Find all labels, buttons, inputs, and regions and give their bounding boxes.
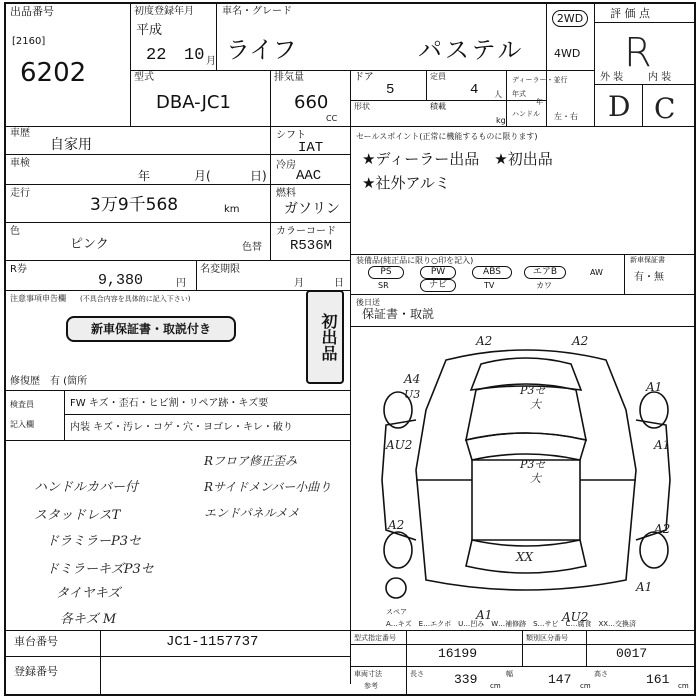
divider <box>6 630 694 631</box>
ref-label: 参考 <box>364 682 378 690</box>
name-change-month: 月 <box>294 278 304 289</box>
height-label: 高さ <box>594 670 608 678</box>
length-value: 339 <box>454 672 478 687</box>
shift-label: シフト <box>276 130 306 141</box>
equipment-aw: AW <box>590 268 603 277</box>
reg-month: 10 <box>184 46 205 65</box>
sales-point-1: ★ディーラー出品 ★初出品 <box>362 150 553 168</box>
length-label: 長さ <box>410 670 424 678</box>
divider <box>6 656 350 657</box>
registration-label: 登録番号 <box>14 665 58 678</box>
divider <box>270 70 271 126</box>
note-right-3: エンドパネルメメ <box>204 506 300 520</box>
color-label: 色 <box>10 226 20 237</box>
mark-front-door-right: A1 <box>654 438 671 452</box>
shape-label: 形状 <box>354 102 370 111</box>
divider <box>506 70 507 126</box>
color-code-label: カラーコード <box>276 226 336 237</box>
divider <box>64 414 350 415</box>
recycle-label: R券 <box>10 264 27 275</box>
lot-code: [2160] <box>12 36 46 47</box>
fuel: ガソリン <box>284 201 340 217</box>
divider <box>350 666 694 667</box>
sales-points-label: セールスポイント(正常に機能するものに限ります) <box>356 132 538 141</box>
height-value: 161 <box>646 672 670 687</box>
car-damage-diagram <box>376 330 676 620</box>
model-year-unit: 年 <box>536 98 543 106</box>
mark-front-bumper-right: A2 <box>572 334 589 348</box>
note-right-1: Rフロア修正歪み <box>204 454 298 468</box>
inspector-label-2: 記入欄 <box>10 420 34 429</box>
note-left-3: ドラミラーP3セ <box>46 534 142 549</box>
model-year-label: 年式 <box>512 90 526 98</box>
warranty-value: 有・無 <box>634 272 664 283</box>
note-left-2: スタッドレスT <box>34 508 121 523</box>
shift: IAT <box>298 140 324 156</box>
mark-roof-2: 大 <box>530 472 541 485</box>
mark-front-fender-left-2: U3 <box>404 388 421 401</box>
divider <box>6 390 350 391</box>
equipment-airbag: エアB <box>524 266 566 279</box>
note-right-2: Rサイドメンバー小曲り <box>204 480 332 494</box>
person-unit: 人 <box>494 90 502 99</box>
handle-value: 左・右 <box>554 112 578 121</box>
first-listing-stamp: 初出品 <box>306 290 344 384</box>
equipment-label: 装備品(純正品に限り○印を記入) <box>356 256 474 265</box>
drive-2wd-circled: 2WD <box>552 10 588 27</box>
color: ピンク <box>70 237 109 252</box>
size-label: 車両寸法 <box>354 670 382 678</box>
model: DBA-JC1 <box>156 92 231 113</box>
divider <box>624 254 625 294</box>
chassis-label: 車台番号 <box>14 635 58 648</box>
chassis-number: JC1-1157737 <box>166 634 259 650</box>
month-unit: 月 <box>206 56 216 67</box>
equipment-abs: ABS <box>472 266 512 279</box>
mark-rear-fender-right: A1 <box>636 580 653 594</box>
divider <box>350 254 694 255</box>
load-label: 積載 <box>430 102 446 111</box>
mark-front-fender-right: A1 <box>646 380 663 394</box>
class-label: 類別区分番号 <box>526 634 568 642</box>
length-unit: cm <box>490 682 501 690</box>
usage: 自家用 <box>50 137 92 153</box>
era: 平成 <box>136 23 163 38</box>
car-name: ライフ <box>226 36 297 64</box>
divider <box>522 630 523 666</box>
interior-label: 内 装 <box>648 72 672 83</box>
note-left-4: ドミラーキズP3セ <box>46 562 154 577</box>
divider <box>196 260 197 290</box>
repaint-label: 色替 <box>242 242 262 253</box>
fuel-label: 燃料 <box>276 188 296 199</box>
displacement-label: 排気量 <box>274 72 304 83</box>
divider <box>6 222 350 223</box>
divider <box>6 440 350 441</box>
cc-unit: CC <box>326 114 338 123</box>
mark-rear-panel: XX <box>516 550 534 564</box>
exterior-grade: D <box>608 90 631 123</box>
divider <box>594 84 694 85</box>
drive-4wd: 4WD <box>554 47 581 60</box>
auction-sheet <box>4 2 696 696</box>
warranty-stamp: 新車保証書・取説付き <box>66 316 236 342</box>
spare-tire <box>386 578 406 598</box>
lot-no-label: 出品番号 <box>10 5 54 18</box>
mileage-label: 走行 <box>10 188 30 199</box>
usage-label: 車歴 <box>10 128 30 139</box>
mark-front-door-left: AU2 <box>386 438 413 452</box>
recycle-fee: 9,380 <box>98 272 144 289</box>
class-number: 0017 <box>616 646 648 661</box>
equipment-tv: TV <box>484 281 495 290</box>
mark-rear-bumper-left: A1 <box>476 608 493 622</box>
divider <box>216 4 217 70</box>
color-code: R536M <box>290 238 333 254</box>
divider <box>64 390 65 440</box>
model-label: 型式 <box>134 72 154 83</box>
exterior-label: 外 装 <box>600 72 624 83</box>
equipment-leather: カワ <box>536 281 552 290</box>
mileage: 3万9千568 <box>90 195 179 215</box>
equipment-pw: PW <box>420 266 456 279</box>
divider <box>6 290 350 291</box>
width-label: 幅 <box>506 670 513 678</box>
repair-value: 有 (箇所 <box>50 376 88 387</box>
height-unit: cm <box>678 682 689 690</box>
inspector-row-interior: 内装 キズ・汚レ・コゲ・穴・ヨゴレ・キレ・破り <box>70 422 293 433</box>
width-unit: cm <box>580 682 591 690</box>
doors-label: ドア <box>354 72 374 83</box>
divider <box>350 326 694 327</box>
roof <box>472 460 580 540</box>
model-designation-number: 16199 <box>438 646 478 661</box>
ac-label: 冷房 <box>276 160 296 171</box>
ac: AAC <box>296 168 322 184</box>
equipment-navi: ナビ <box>420 279 456 292</box>
inspection-label: 車検 <box>10 158 30 169</box>
name-change-day: 日 <box>334 278 344 289</box>
divider <box>270 126 271 260</box>
equipment-sr: SR <box>378 281 389 290</box>
lot-number: 6202 <box>20 58 87 88</box>
note-left-1: ハンドルカバー付 <box>34 480 139 495</box>
wheel-rear-left <box>384 532 412 568</box>
handle-label: ハンドル <box>512 110 540 118</box>
repair-label: 修復歴 <box>10 376 40 387</box>
inspection-day-unit: 日) <box>250 169 267 183</box>
divider <box>406 630 407 696</box>
yen-unit: 円 <box>176 278 186 289</box>
equipment-ps: PS <box>368 266 404 279</box>
capacity-label: 定員 <box>430 72 446 81</box>
divider <box>6 184 350 185</box>
attached-value: 保証書・取説 <box>362 307 435 321</box>
score-label: 評 価 点 <box>610 7 650 20</box>
interior-grade: C <box>654 92 676 125</box>
damage-legend: A…キズ E…エクボ U…凹み W…補修跡 S…サビ C…腐食 XX…交換済 <box>386 620 637 628</box>
mark-hood: P3セ <box>520 384 546 397</box>
caution-sub: (不具合内容を具体的に記入下さい) <box>80 295 191 303</box>
mark-front-fender-left: A4 <box>404 372 421 386</box>
wheel-rear-right <box>640 532 668 568</box>
note-left-5: タイヤキズ <box>56 586 121 601</box>
note-left-6: 各キズ M <box>60 612 117 627</box>
mark-front-bumper-left: A2 <box>476 334 493 348</box>
capacity: 4 <box>470 82 479 98</box>
mark-roof: P3セ <box>520 458 546 471</box>
doors: 5 <box>386 82 395 98</box>
divider <box>350 100 546 101</box>
divider <box>130 4 131 126</box>
divider <box>350 126 351 684</box>
inspection-year-unit: 年 <box>138 169 151 183</box>
divider <box>350 70 351 126</box>
displacement: 660 <box>294 92 329 113</box>
divider <box>130 70 594 71</box>
inspection-month-unit: 月( <box>194 169 211 183</box>
first-reg-label: 初度登録年月 <box>134 6 194 17</box>
score: R <box>624 30 652 76</box>
width-value: 147 <box>548 672 572 687</box>
inspector-label: 検査員 <box>10 400 34 409</box>
sales-point-2: ★社外アルミ <box>362 174 450 192</box>
mark-rear-door-left: A2 <box>388 518 405 532</box>
divider <box>642 84 643 126</box>
name-change-label: 名変期限 <box>200 264 240 275</box>
mark-rear-door-right: A2 <box>654 522 671 536</box>
km-unit: km <box>224 204 240 215</box>
divider <box>546 4 547 126</box>
attached-label: 後日送 <box>356 298 380 307</box>
car-grade: パステル <box>418 36 525 64</box>
divider <box>100 630 101 696</box>
reg-year: 22 <box>146 46 167 65</box>
dealer-label: ディーラー・並行 <box>512 76 568 84</box>
divider <box>594 22 694 23</box>
car-name-label: 車名・グレード <box>222 6 292 17</box>
kg-unit: kg <box>496 116 506 125</box>
warranty-label: 新車保証書 <box>630 256 665 264</box>
model-designation-label: 型式指定番号 <box>354 634 396 642</box>
divider <box>6 260 350 261</box>
divider <box>426 70 427 100</box>
divider <box>586 630 587 666</box>
mark-rear-bumper: AU2 <box>562 610 589 624</box>
mark-hood-2: 大 <box>530 398 541 411</box>
divider <box>350 294 694 295</box>
inspector-row-fw: FW キズ・歪石・ヒビ割・リペア跡・キズ要 <box>70 398 269 409</box>
spare-label: スペア <box>386 608 407 616</box>
caution-label: 注意事項申告欄 <box>10 294 66 303</box>
